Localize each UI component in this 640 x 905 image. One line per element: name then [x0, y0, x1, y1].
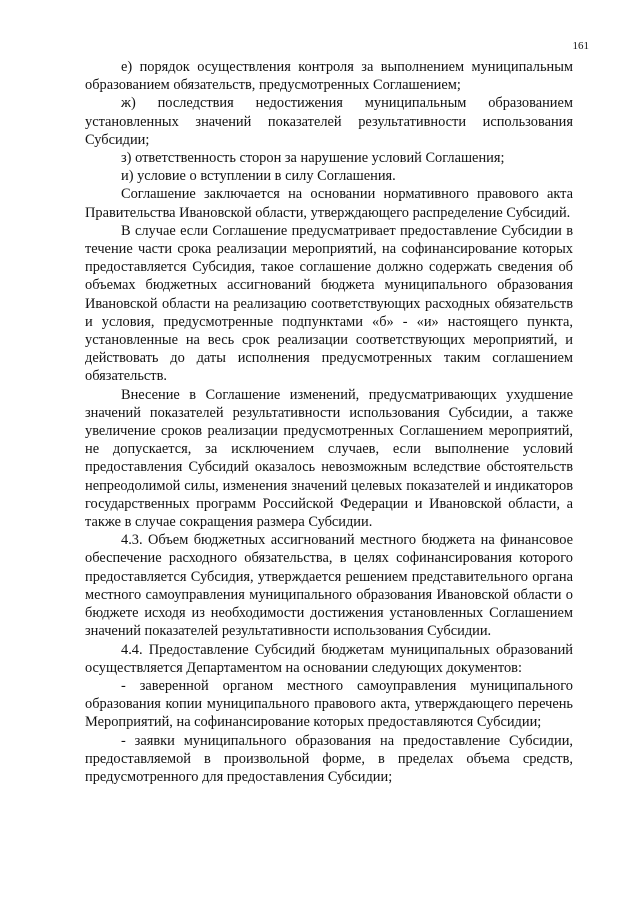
paragraph: Внесение в Соглашение изменений, предусматривающих ухудшение значений показателей результативности использования Субсидии, а также увеличение сроков реализации предусмотренных Соглашением мероприятий, не допускается, за исключением случаев, если выполнение условий предоставления Субсидий оказалось невозможным вследствие обстоятельств непреодолимой силы, изменения значений целевых показателей и индикаторов государственных программ Российской Федерации и Ивановской области, а также в случае сокращения размера Субсидии.	[85, 386, 573, 531]
paragraph: Соглашение заключается на основании нормативного правового акта Правительства Ивановской области, утверждающего распределение Субсидий.	[85, 186, 573, 221]
page-number: 161	[572, 40, 589, 52]
document-body	[85, 58, 573, 786]
paragraph: ж) последствия недостижения муниципальным образованием установленных значений показателей результативности использования Субсидии;	[85, 95, 573, 148]
paragraph: В случае если Соглашение предусматривает предоставление Субсидии в течение части срока реализации мероприятий, на софинансирование которых предоставляется Субсидия, такое соглашение должно содержать сведения об объемах бюджетных ассигнований бюджета муниципального образования Ивановской области на реализацию соответствующих расходных обязательств и условия, предусмотренные подпунктами «б» - «и» настоящего пункта, установленные на весь срок реализации соответствующих мероприятий, и действовать до даты исполнения предусмотренных таким соглашением обязательств.	[85, 222, 573, 385]
paragraph: 4.4. Предоставление Субсидий бюджетам муниципальных образований осуществляется Департаментом на основании следующих документов:	[85, 641, 573, 676]
paragraph: з) ответственность сторон за нарушение условий Соглашения;	[121, 150, 505, 167]
paragraph: - заверенной органом местного самоуправления муниципального образования копии муниципального правового акта, утверждающего перечень Мероприятий, на софинансирование которых предоставляются Субсидии;	[85, 677, 573, 731]
paragraph: - заявки муниципального образования на предоставление Субсидии, предоставляемой в произвольной форме, в пределах объема средств, предусмотренного для предоставления Субсидии;	[85, 732, 573, 785]
paragraph: е) порядок осуществления контроля за выполнением муниципальным образованием обязательств, предусмотренных Соглашением;	[85, 59, 573, 94]
paragraph: 4.3. Объем бюджетных ассигнований местного бюджета на финансовое обеспечение расходного обязательства, в целях софинансирования которого предоставляется Субсидия, утверждается решением представительного органа местного самоуправления муниципального образования Ивановской области о бюджете исходя из необходимости достижения установленных Соглашением значений показателей результативности использования Субсидии.	[85, 532, 573, 640]
paragraph: и) условие о вступлении в силу Соглашения.	[121, 168, 396, 185]
